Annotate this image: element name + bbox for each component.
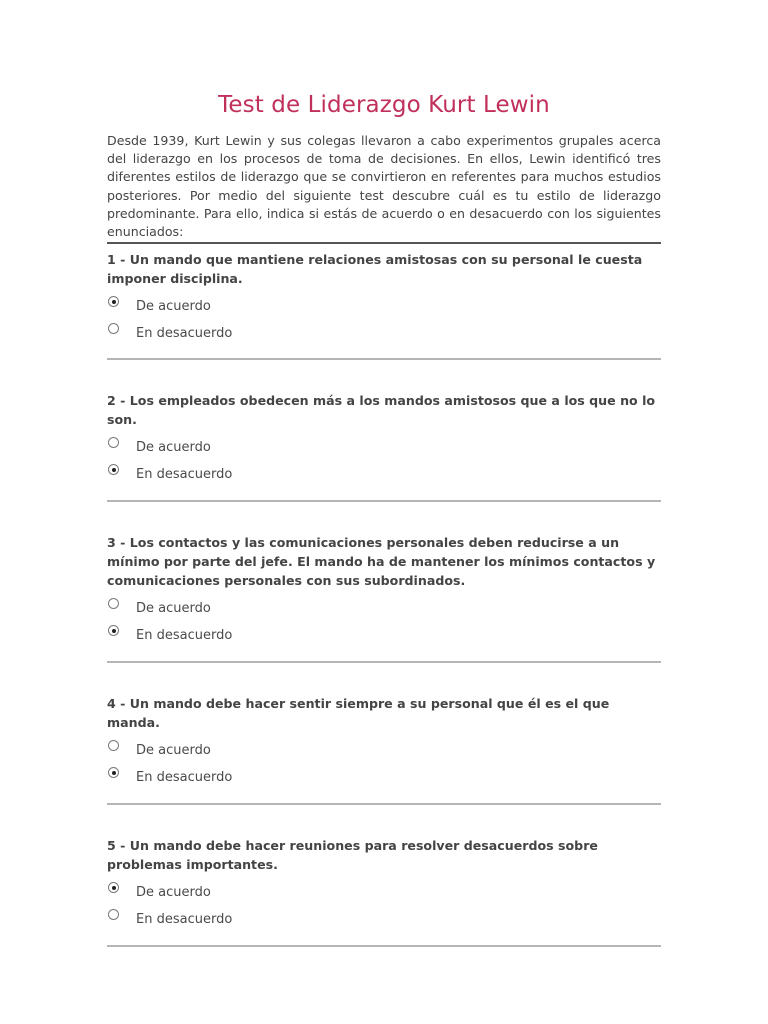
question-statement: Los empleados obedecen más a los mandos amistosos que a los que no lo son. [107, 393, 656, 428]
option-de-acuerdo[interactable] [107, 595, 661, 622]
option-label: En desacuerdo [136, 467, 233, 483]
question-text [107, 694, 661, 732]
option-de-acuerdo[interactable] [107, 434, 661, 461]
option-en-desacuerdo[interactable] [107, 906, 661, 933]
radio-unchecked-icon[interactable] [108, 909, 119, 920]
page-title: Test de Liderazgo Kurt Lewin [218, 92, 550, 118]
radio-unchecked-icon[interactable] [108, 437, 119, 448]
intro-paragraph: Desde 1939, Kurt Lewin y sus colegas llevaron a cabo experimentos grupales acerca del liderazgo en los procesos de toma de decisiones. En ellos, Lewin identificó tres diferentes estilos de liderazgo que se convirtieron en referentes para muchos estudios posteriores. Por medio del siguiente test descubre cuál es tu estilo de liderazgo predominante. Para ello, indica si estás de acuerdo o en desacuerdo con los siguientes enunciados: [107, 132, 661, 244]
radio-checked-icon[interactable] [108, 464, 119, 475]
option-label: De acuerdo [136, 299, 211, 315]
question-number: 5 - [107, 838, 126, 854]
question-text [107, 391, 661, 429]
option-label: En desacuerdo [136, 912, 233, 928]
option-label: En desacuerdo [136, 326, 233, 342]
test-page [107, 92, 661, 947]
option-en-desacuerdo[interactable] [107, 320, 661, 347]
option-en-desacuerdo[interactable] [107, 622, 661, 649]
question-5 [107, 805, 661, 947]
option-de-acuerdo[interactable] [107, 737, 661, 764]
question-statement: Los contactos y las comunicaciones personales deben reducirse a un mínimo por parte del jefe. El mando ha de mantener los mínimos contactos y comunicaciones personales con sus subordinados. [107, 535, 656, 589]
option-label: En desacuerdo [136, 770, 233, 786]
radio-unchecked-icon[interactable] [108, 740, 119, 751]
question-statement: Un mando debe hacer sentir siempre a su personal que él es el que manda. [107, 696, 610, 731]
option-label: De acuerdo [136, 743, 211, 759]
question-4 [107, 663, 661, 805]
question-list [107, 244, 661, 947]
option-label: De acuerdo [136, 601, 211, 617]
option-en-desacuerdo[interactable] [107, 764, 661, 791]
option-en-desacuerdo[interactable] [107, 461, 661, 488]
radio-checked-icon[interactable] [108, 296, 119, 307]
question-statement: Un mando que mantiene relaciones amistosas con su personal le cuesta imponer disciplina. [107, 252, 643, 287]
question-statement: Un mando debe hacer reuniones para resolver desacuerdos sobre problemas importantes. [107, 838, 598, 873]
radio-unchecked-icon[interactable] [108, 598, 119, 609]
radio-unchecked-icon[interactable] [108, 323, 119, 334]
question-text [107, 533, 661, 590]
option-de-acuerdo[interactable] [107, 293, 661, 320]
question-1 [107, 244, 661, 360]
radio-checked-icon[interactable] [108, 625, 119, 636]
question-text [107, 250, 661, 288]
question-number: 3 - [107, 535, 126, 551]
question-text [107, 836, 661, 874]
option-label: En desacuerdo [136, 628, 233, 644]
radio-checked-icon[interactable] [108, 767, 119, 778]
option-label: De acuerdo [136, 885, 211, 901]
question-number: 1 - [107, 252, 126, 268]
question-number: 4 - [107, 696, 126, 712]
option-label: De acuerdo [136, 440, 211, 456]
option-de-acuerdo[interactable] [107, 879, 661, 906]
question-3 [107, 502, 661, 663]
question-2 [107, 360, 661, 502]
question-number: 2 - [107, 393, 126, 409]
radio-checked-icon[interactable] [108, 882, 119, 893]
